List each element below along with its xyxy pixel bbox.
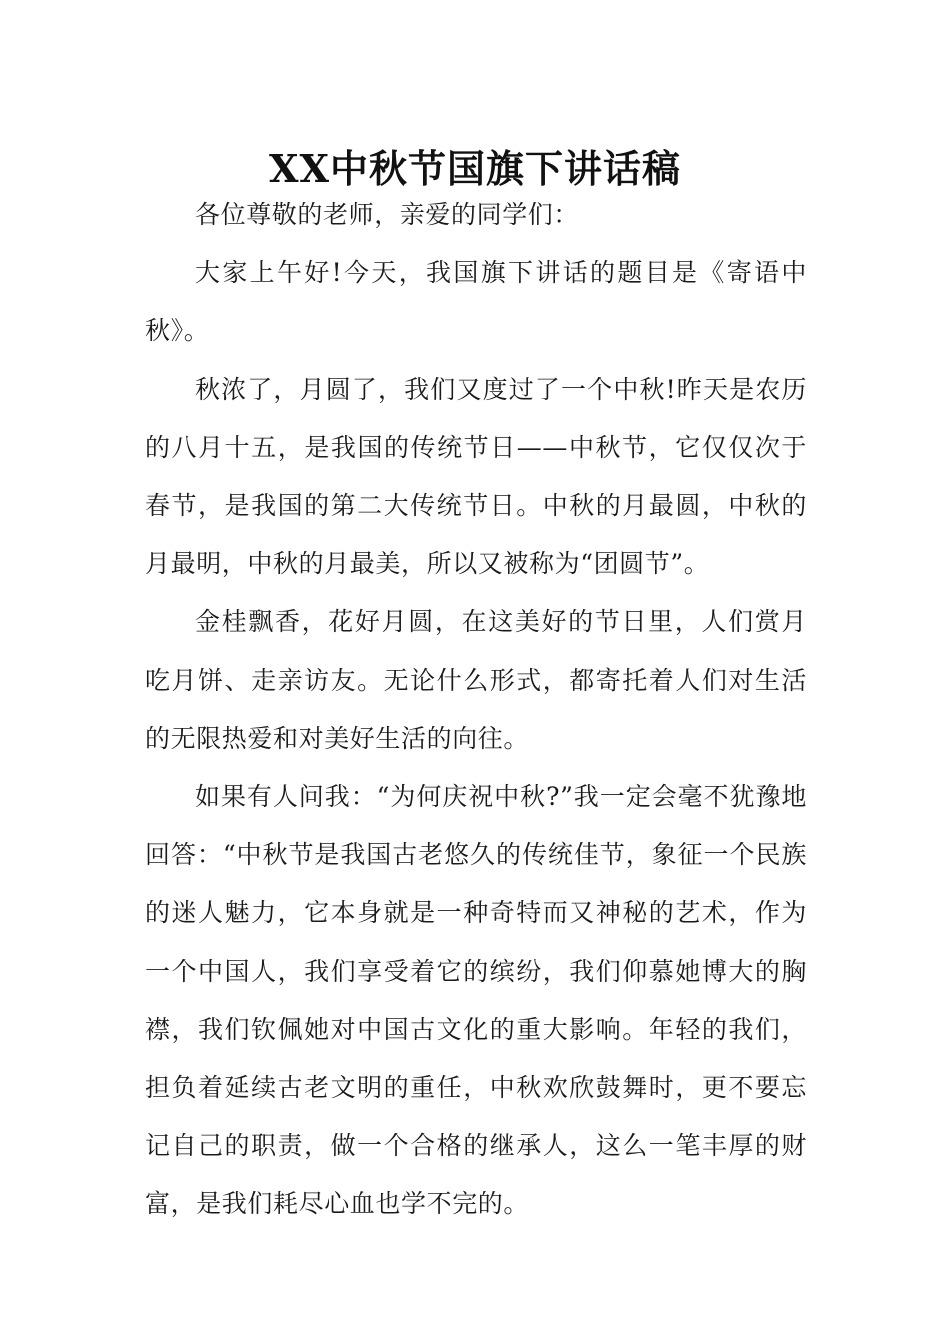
paragraph-greeting: 各位尊敬的老师，亲爱的同学们： bbox=[195, 200, 580, 229]
document-body bbox=[145, 186, 807, 1234]
paragraph-opening: 大家上午好!今天，我国旗下讲话的题目是《寄语中秋》。 bbox=[145, 258, 807, 346]
paragraph-reflection: 如果有人问我：“为何庆祝中秋?”我一定会毫不犹豫地回答：“中秋节是我国古老悠久的传统佳节，象征一个民族的迷人魅力，它本身就是一种奇特而又神秘的艺术，作为一个中国人，我们享受着它的缤纷，我们仰慕她博大的胸襟，我们钦佩她对中国古文化的重大影响。年轻的我们，担负着延续古老文明的重任，中秋欢欣鼓舞时，更不要忘记自己的职责，做一个合格的继承人，这么一笔丰厚的财富，是我们耗尽心血也学不完的。 bbox=[145, 782, 807, 1219]
document-title: XX中秋节国旗下讲话稿 bbox=[269, 146, 681, 192]
paragraph-customs: 金桂飘香，花好月圆，在这美好的节日里，人们赏月吃月饼、走亲访友。无论什么形式，都寄托着人们对生活的无限热爱和对美好生活的向往。 bbox=[145, 607, 807, 753]
paragraph-mid-autumn-intro: 秋浓了，月圆了，我们又度过了一个中秋!昨天是农历的八月十五，是我国的传统节日——中秋节，它仅仅次于春节，是我国的第二大传统节日。中秋的月最圆，中秋的月最明，中秋的月最美，所以又被称为“团圆节”。 bbox=[145, 374, 807, 579]
